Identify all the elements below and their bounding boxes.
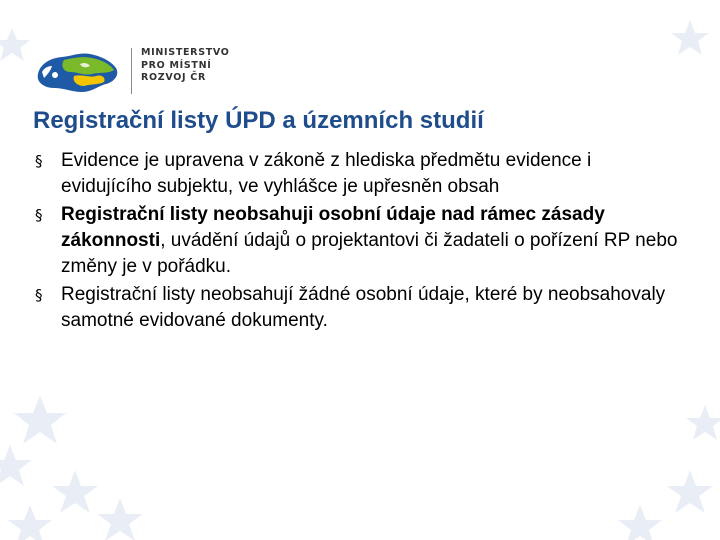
slide-title: Registrační listy ÚPD a územních studií <box>33 107 484 134</box>
star-shape <box>686 405 720 440</box>
logo-line: ROZVOJ ČR <box>141 72 206 83</box>
star-shape <box>671 20 709 55</box>
bullet-list <box>34 148 684 336</box>
section-bullet-icon: § <box>35 206 43 224</box>
section-bullet-icon: § <box>35 286 43 304</box>
bullet-item <box>34 282 684 334</box>
section-bullet-icon: § <box>35 152 43 170</box>
logo-line: MINISTERSTVO <box>141 47 230 58</box>
bullet-item <box>34 202 684 280</box>
bullet-text: , uvádění údajů o projektantovi či žadateli o pořízení RP nebo změny je v pořádku. <box>61 230 678 277</box>
star-shape <box>0 28 30 61</box>
logo-text <box>141 47 230 85</box>
czech-map-logo-icon <box>34 48 120 96</box>
bullet-bold-text: Registrační listy neobsahuji osobní údaje nad rámec zásady zákonnosti <box>61 204 605 251</box>
star-shape <box>52 470 98 513</box>
star-shape <box>14 395 66 444</box>
logo-divider <box>131 48 132 94</box>
ministry-logo <box>30 40 230 100</box>
star-shape <box>667 470 713 513</box>
logo-line: PRO MÍSTNÍ <box>141 59 212 71</box>
bullet-text: Registrační listy neobsahují žádné osobní údaje, které by neobsahovaly samotné evidované dokumenty. <box>61 284 666 331</box>
star-shape <box>97 498 143 540</box>
bullet-item <box>34 148 684 200</box>
star-shape <box>618 505 662 540</box>
bullet-text: Evidence je upravena v zákoně z hlediska předmětu evidence i evidujícího subjektu, ve vyhlášce je upřesněn obsah <box>61 150 592 197</box>
star-shape <box>8 505 52 540</box>
star-shape <box>0 445 32 486</box>
